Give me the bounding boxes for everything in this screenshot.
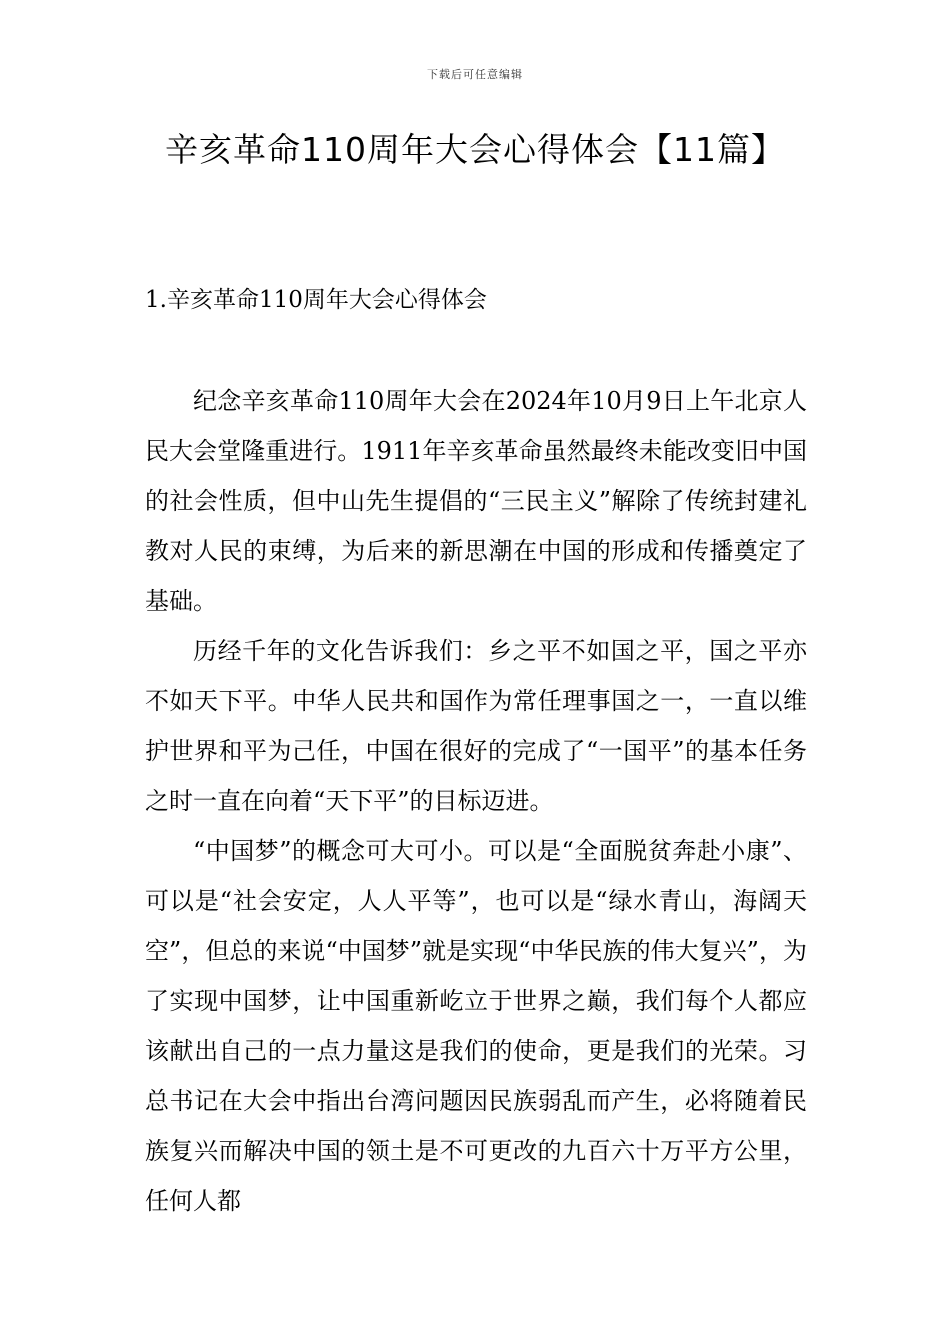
section-heading: 1.辛亥革命110周年大会心得体会	[145, 287, 487, 313]
paragraph: 历经千年的文化告诉我们：乡之平不如国之平，国之平亦不如天下平。中华人民共和国作为常任理事国之一，一直以维护世界和平为己任，中国在很好的完成了“一国平”的基本任务之时一直在向着“天下平”的目标迈进。	[145, 637, 807, 815]
document-title: 辛亥革命110周年大会心得体会【11篇】	[165, 130, 785, 169]
body-text	[145, 376, 807, 1226]
paragraph: 纪念辛亥革命110周年大会在2024年10月9日上午北京人民大会堂隆重进行。1911年辛亥革命虽然最终未能改变旧中国的社会性质，但中山先生提倡的“三民主义”解除了传统封建礼教对人民的束缚，为后来的新思潮在中国的形成和传播奠定了基础。	[145, 387, 807, 615]
paragraph: “中国梦”的概念可大可小。可以是“全面脱贫奔赴小康”、可以是“社会安定，人人平等”，也可以是“绿水青山，海阔天空”，但总的来说“中国梦”就是实现“中华民族的伟大复兴”，为了实现中国梦，让中国重新屹立于世界之巅，我们每个人都应该献出自己的一点力量这是我们的使命，更是我们的光荣。习总书记在大会中指出台湾问题因民族弱乱而产生，必将随着民族复兴而解决中国的领土是不可更改的九百六十万平方公里，任何人都	[145, 837, 807, 1215]
header-note: 下载后可任意编辑	[427, 68, 523, 81]
